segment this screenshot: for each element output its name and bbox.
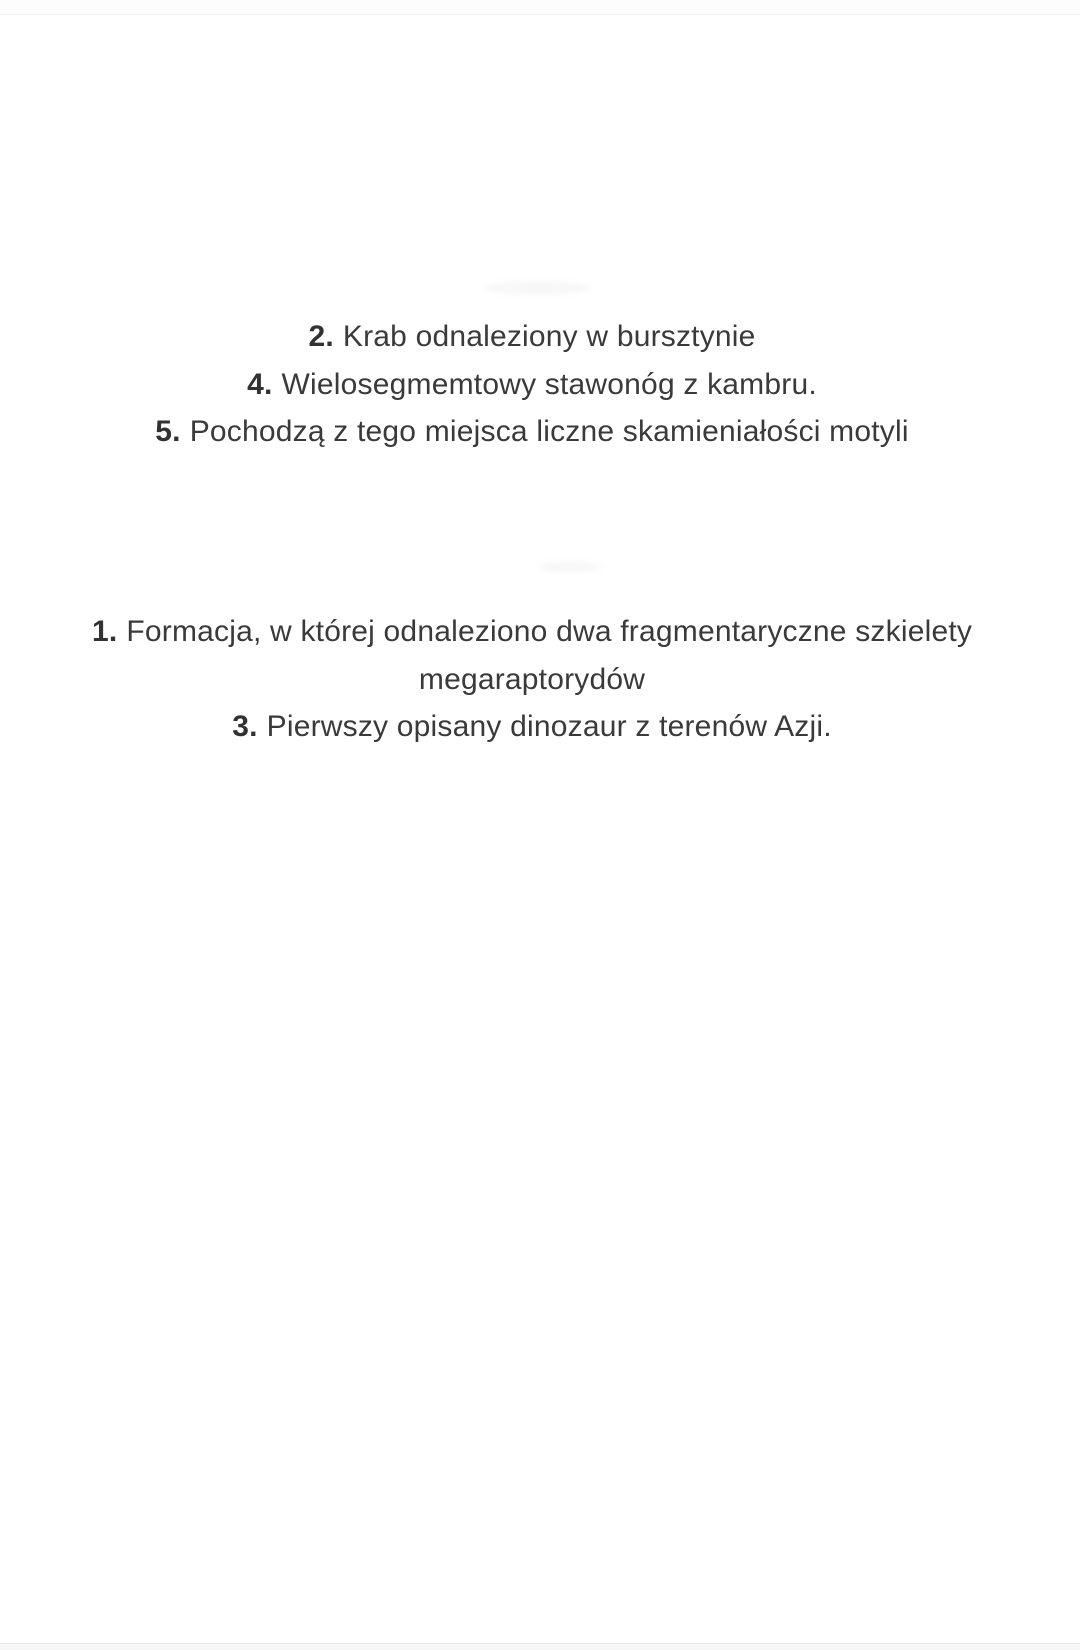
clue-number: 3. — [232, 710, 258, 743]
clue-text: Pierwszy opisany dinozaur z terenów Azji. — [266, 710, 832, 743]
faint-image-artifact — [482, 282, 592, 294]
clue-text: Krab odnaleziony w bursztynie — [342, 320, 756, 353]
clue-line — [0, 313, 1064, 361]
clue-line — [0, 703, 1064, 751]
clue-text: Wielosegmemtowy stawonóg z kambru. — [281, 367, 817, 401]
clue-line — [0, 361, 1064, 409]
clue-number: 1. — [91, 615, 118, 648]
clue-group-upper — [0, 313, 1064, 456]
clue-line — [0, 608, 1064, 703]
faint-image-artifact — [537, 562, 601, 572]
clue-text: Pochodzą z tego miejsca liczne skamieniałości motyli — [189, 415, 909, 448]
bottom-edge-bar — [0, 1643, 1080, 1650]
clue-number: 5. — [155, 415, 181, 448]
clue-line — [0, 408, 1064, 456]
clue-group-lower — [0, 608, 1064, 751]
clue-number: 4. — [247, 367, 273, 401]
top-hairline-divider — [0, 0, 1080, 15]
clue-text: Formacja, w której odnaleziono dwa fragmentaryczne szkielety megaraptorydów — [126, 615, 973, 696]
clue-number: 2. — [308, 320, 334, 353]
